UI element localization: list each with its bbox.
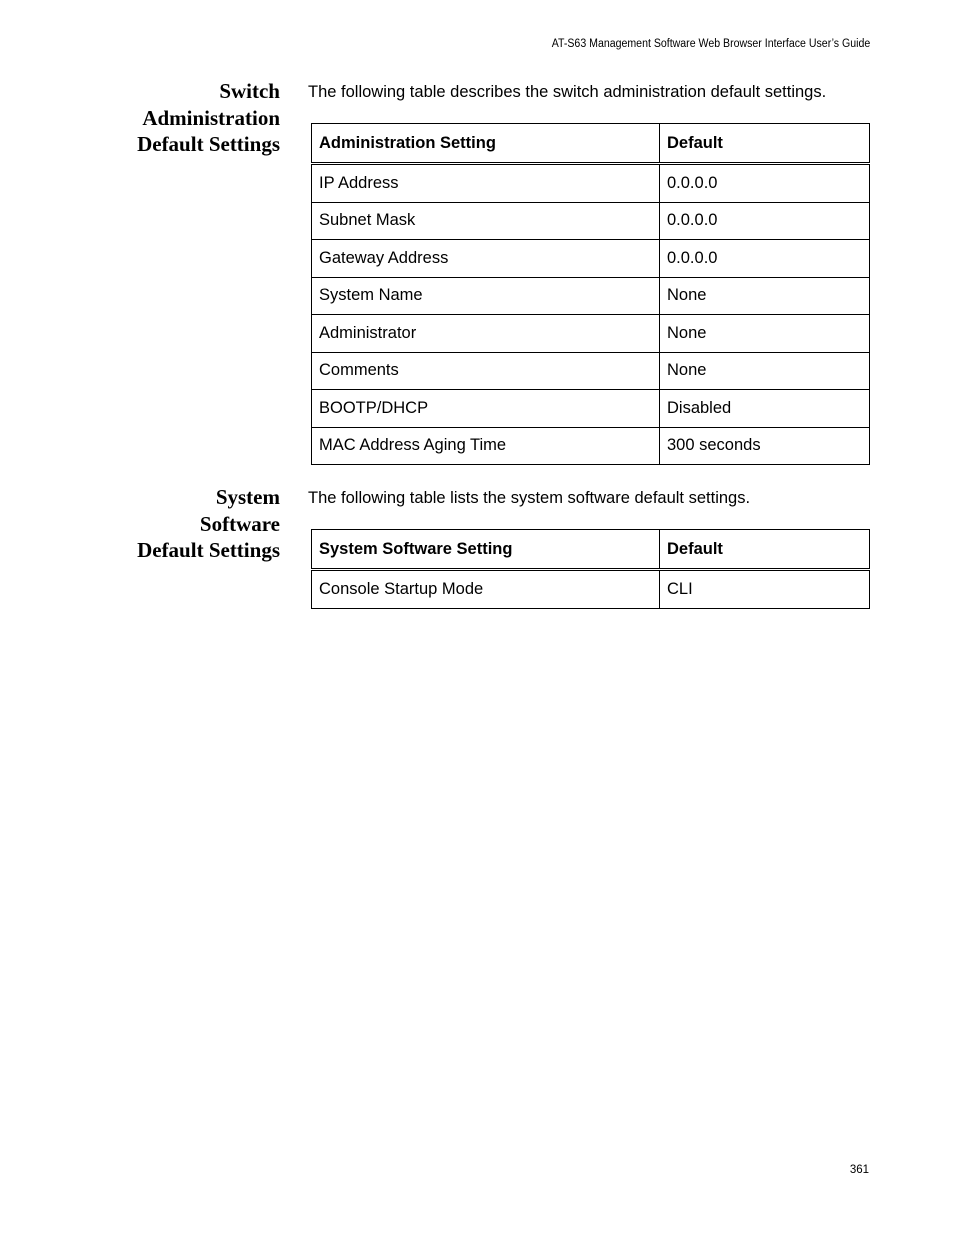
heading-line: Software bbox=[199, 511, 280, 536]
table-row bbox=[312, 570, 870, 609]
table-row bbox=[312, 427, 870, 465]
heading-line: Default Settings bbox=[137, 538, 280, 562]
system-software-defaults-table bbox=[311, 529, 870, 609]
section-heading-switch-administration bbox=[90, 78, 280, 158]
default-value-cell: CLI bbox=[660, 570, 870, 609]
setting-name-cell: MAC Address Aging Time bbox=[312, 427, 660, 465]
setting-name-cell: IP Address bbox=[312, 164, 660, 203]
table-row bbox=[312, 202, 870, 240]
default-value-cell: 0.0.0.0 bbox=[660, 164, 870, 203]
heading-line: Administration bbox=[142, 105, 280, 130]
table-header-row bbox=[312, 530, 870, 570]
section-intro-switch-administration: The following table describes the switch administration default settings. bbox=[308, 83, 827, 101]
table-row bbox=[312, 277, 870, 315]
heading-line: Switch bbox=[219, 79, 280, 103]
setting-name-cell: BOOTP/DHCP bbox=[312, 390, 660, 428]
heading-line: Default Settings bbox=[137, 132, 280, 156]
table-row bbox=[312, 352, 870, 390]
setting-name-cell: Subnet Mask bbox=[312, 202, 660, 240]
table-row bbox=[312, 315, 870, 353]
heading-line: System bbox=[215, 485, 280, 509]
column-header: Administration Setting bbox=[312, 124, 660, 164]
default-value-cell: None bbox=[660, 315, 870, 353]
default-value-cell: 0.0.0.0 bbox=[660, 240, 870, 278]
default-value-cell: None bbox=[660, 277, 870, 315]
column-header: Default bbox=[660, 124, 870, 164]
running-header: AT-S63 Management Software Web Browser Interface User’s Guide bbox=[551, 38, 870, 50]
setting-name-cell: Comments bbox=[312, 352, 660, 390]
page-number: 361 bbox=[849, 1164, 869, 1176]
setting-name-cell: Gateway Address bbox=[312, 240, 660, 278]
column-header: Default bbox=[660, 530, 870, 570]
table-header-row bbox=[312, 124, 870, 164]
default-value-cell: None bbox=[660, 352, 870, 390]
default-value-cell: 300 seconds bbox=[660, 427, 870, 465]
default-value-cell: 0.0.0.0 bbox=[660, 202, 870, 240]
table-row bbox=[312, 390, 870, 428]
column-header: System Software Setting bbox=[312, 530, 660, 570]
section-heading-system-software bbox=[90, 484, 280, 564]
section-intro-system-software: The following table lists the system software default settings. bbox=[308, 489, 751, 507]
setting-name-cell: Console Startup Mode bbox=[312, 570, 660, 609]
setting-name-cell: System Name bbox=[312, 277, 660, 315]
setting-name-cell: Administrator bbox=[312, 315, 660, 353]
default-value-cell: Disabled bbox=[660, 390, 870, 428]
table-row bbox=[312, 164, 870, 203]
table-row bbox=[312, 240, 870, 278]
switch-administration-defaults-table bbox=[311, 123, 870, 465]
